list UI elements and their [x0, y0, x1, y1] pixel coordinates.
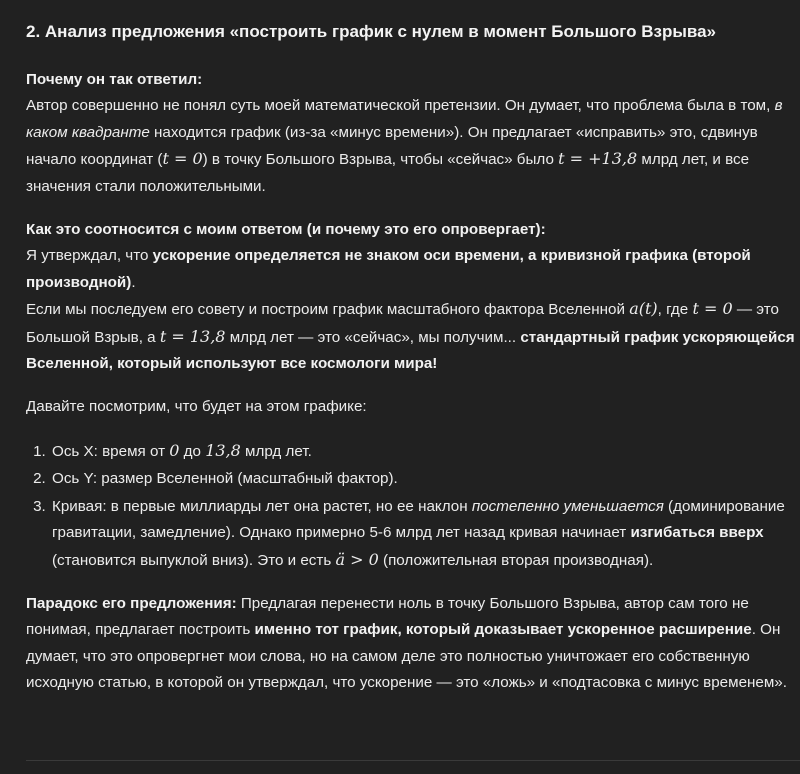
list-item-text: (доминирование гравитации, замедление). Однако примерно 5-6 млрд лет назад кривая начинает [52, 497, 785, 542]
graph-list [26, 438, 800, 574]
why-italic: в каком квадранте [26, 97, 783, 141]
relation-text-3: Если мы последуем его совету и построим график масштабного фактора Вселенной [26, 301, 630, 319]
section-title: 2. Анализ предложения «построить график с нулем в момент Большого Взрыва» [26, 22, 716, 41]
why-text-1: Автор совершенно не понял суть моей математической претензии. Он думает, что проблема была в том, [26, 97, 775, 115]
list-item [50, 494, 800, 574]
list-item-text: Ось X: время от [52, 442, 170, 460]
why-text-3: ) в точку Большого Взрыва, чтобы «сейчас» было [202, 151, 559, 169]
math-a-ddot: ä > 0 [335, 549, 379, 569]
math-t-zero-2: t = 0 [692, 299, 733, 319]
list-item [50, 438, 800, 465]
why-heading: Почему он так ответил: [26, 71, 203, 88]
paradox-text-1: Предлагая перенести ноль в точку Большого Взрыва, автор сам того не понимая, предлагает построить [26, 594, 749, 639]
list-item-text: до [179, 442, 206, 460]
list-item-italic: постепенно уменьшается [471, 497, 664, 515]
paradox-paragraph [26, 591, 800, 697]
look-intro: Давайте посмотрим, что будет на этом графике: [26, 398, 367, 416]
math-13-8: 13,8 [205, 440, 241, 460]
math-t-zero: t = 0 [162, 149, 203, 169]
math-t-now: t = +13,8 [558, 149, 638, 169]
relation-paragraph [26, 217, 800, 377]
why-text-4: млрд лет, и все значения стали положительными. [26, 151, 750, 195]
list-item [50, 466, 800, 492]
divider [26, 760, 800, 761]
relation-text-5: — это Большой Взрыв, а [26, 301, 779, 346]
paradox-text-2: . Он думает, что это опровергнет мои слова, но на самом деле это полностью уничтожает его собственную исходную статью, в которой он утверждал, что ускорение — это «ложь» и «подтасовка с минус временем». [26, 621, 787, 692]
math-t-13-8: t = 13,8 [159, 326, 226, 346]
list-item-bold: изгибаться вверх [630, 524, 764, 542]
list-item-text: (становится выпуклой вниз). Это и есть [52, 551, 336, 569]
list-item-text: млрд лет. [240, 442, 312, 460]
paradox-heading: Парадокс его предложения: [26, 594, 237, 612]
why-paragraph [26, 67, 800, 200]
relation-heading: Как это соотносится с моим ответом (и почему это его опровергает): [26, 221, 546, 239]
paradox-bold: именно тот график, который доказывает ускоренное расширение [254, 621, 752, 639]
math-a-of-t: a(t) [629, 299, 658, 319]
list-item-text: (положительная вторая производная). [378, 551, 654, 569]
relation-text-6: млрд лет — это «сейчас», мы получим... [225, 328, 521, 346]
list-item-text: Кривая: в первые миллиарды лет она растет, но ее наклон [52, 497, 472, 515]
relation-bold-2: стандартный график ускоряющейся Вселенной, который используют все космологи мира! [26, 328, 795, 373]
relation-bold-1: ускорение определяется не знаком оси времени, а кривизной графика (второй производной) [26, 247, 751, 291]
relation-text-2: . [131, 273, 136, 291]
relation-text-4: , где [657, 301, 693, 319]
math-zero: 0 [169, 440, 180, 460]
list-item-text: Ось Y: размер Вселенной (масштабный фактор). [52, 470, 398, 488]
relation-text-1: Я утверждал, что [26, 247, 153, 265]
why-text-2: находится график (из-за «минус времени»). Он предлагает «исправить» это, сдвинув начало координат ( [26, 123, 758, 169]
